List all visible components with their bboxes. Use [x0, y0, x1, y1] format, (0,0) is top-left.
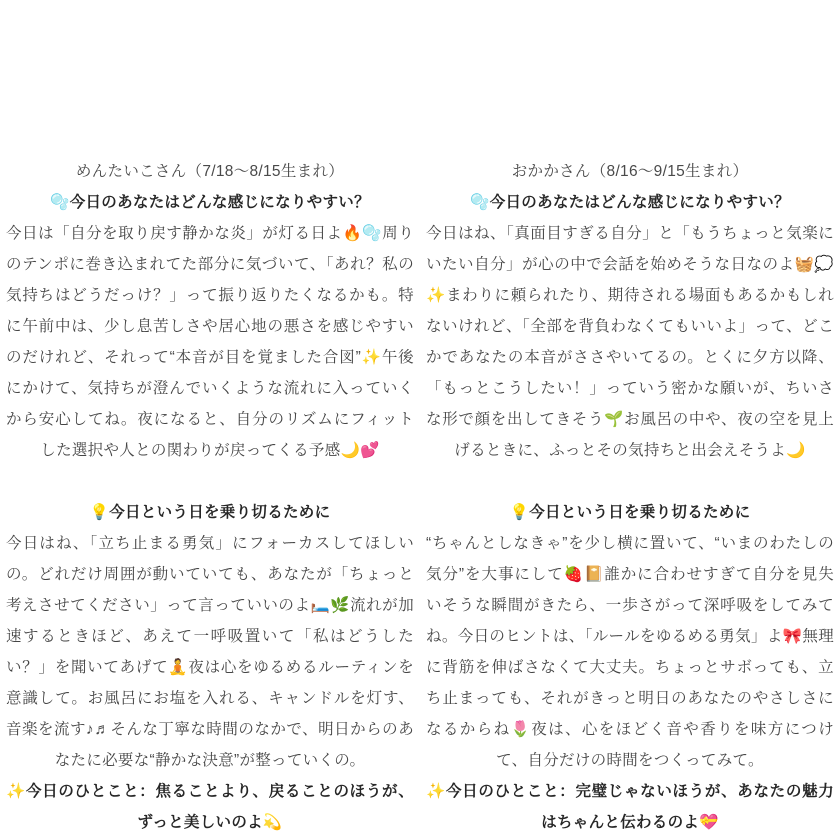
question-body: 今日は「自分を取り戻す静かな炎」が灯る日よ🔥🫧周りのテンポに巻き込まれてた部分に気づいて、「あれ？私の気持ちはどうだっけ？」って振り返りたくなるかも。特に午前中は、少し息苦しさや居心地の悪さを感じやすいのだけれど、それって“本音が目を覚ました合図”✨午後にかけて、気持ちが澄んでいくような流れに入っていくから安心してね。夜になると、自分のリズムにフィットした選択や人との関わりが戻ってくる予感🌙💕: [6, 225, 414, 459]
section-spacer: [426, 466, 834, 497]
column-title: おかかさん（8/16〜9/15生まれ）: [511, 163, 749, 180]
hitokoto-line: ✨今日のひとこと：焦ることより、戻ることのほうが、ずっと美しいのよ💫: [6, 783, 414, 831]
advice-body: “ちゃんとしなきゃ”を少し横に置いて、“いまのわたしの気分”を大事にして🍓📔誰かに合わせすぎて自分を見失いそうな瞬間がきたら、一歩さがって深呼吸をしてみてね。今日のヒントは、「ルールをゆるめる勇気」よ🎀無理に背筋を伸ばさなくて大丈夫。ちょっとサボっても、立ち止まっても、それがきっと明日のあなたのやさしさになるからね🌷夜は、心をほどく音や香りを味方につけて、自分だけの時間をつくってみて。: [426, 535, 834, 769]
advice-heading: 💡今日という日を乗り切るために: [89, 504, 331, 521]
column-mentaiko: [6, 156, 414, 838]
question-heading: 🫧今日のあなたはどんな感じになりやすい？: [50, 194, 370, 211]
advice-heading: 💡今日という日を乗り切るために: [509, 504, 751, 521]
question-body: 今日はね、「真面目すぎる自分」と「もうちょっと気楽にいたい自分」が心の中で会話を始めそうな日なのよ🧺💭✨まわりに頼られたり、期待される場面もあるかもしれないけれど、「全部を背負わなくてもいいよ」って、どこかであなたの本音がささやいてるの。とくに夕方以降、「もっとこうしたい！」っていう密かな願いが、ちいさな形で顔を出してきそう🌱お風呂の中や、夜の空を見上げるときに、ふっとその気持ちと出会えそうよ🌙: [426, 225, 834, 459]
section-spacer: [6, 466, 414, 497]
column-title: めんたいこさん（7/18〜8/15生まれ）: [75, 163, 345, 180]
advice-body: 今日はね、「立ち止まる勇気」にフォーカスしてほしいの。どれだけ周囲が動いていても、あなたが「ちょっと考えさせてください」って言っていいのよ🛏️🌿流れが加速するときほど、あえて一呼吸置いて「私はどうしたい？」を聞いてあげて🧘夜は心をゆるめるルーティンを意識して。お風呂にお塩を入れる、キャンドルを灯す、音楽を流す♪♬そんな丁寧な時間のなかで、明日からのあなたに必要な“静かな決意”が整っていくの。: [6, 535, 414, 769]
column-okaka: [426, 156, 834, 838]
question-heading: 🫧今日のあなたはどんな感じになりやすい？: [470, 194, 790, 211]
hitokoto-line: ✨今日のひとこと：完璧じゃないほうが、あなたの魅力はちゃんと伝わるのよ💝: [426, 783, 834, 831]
